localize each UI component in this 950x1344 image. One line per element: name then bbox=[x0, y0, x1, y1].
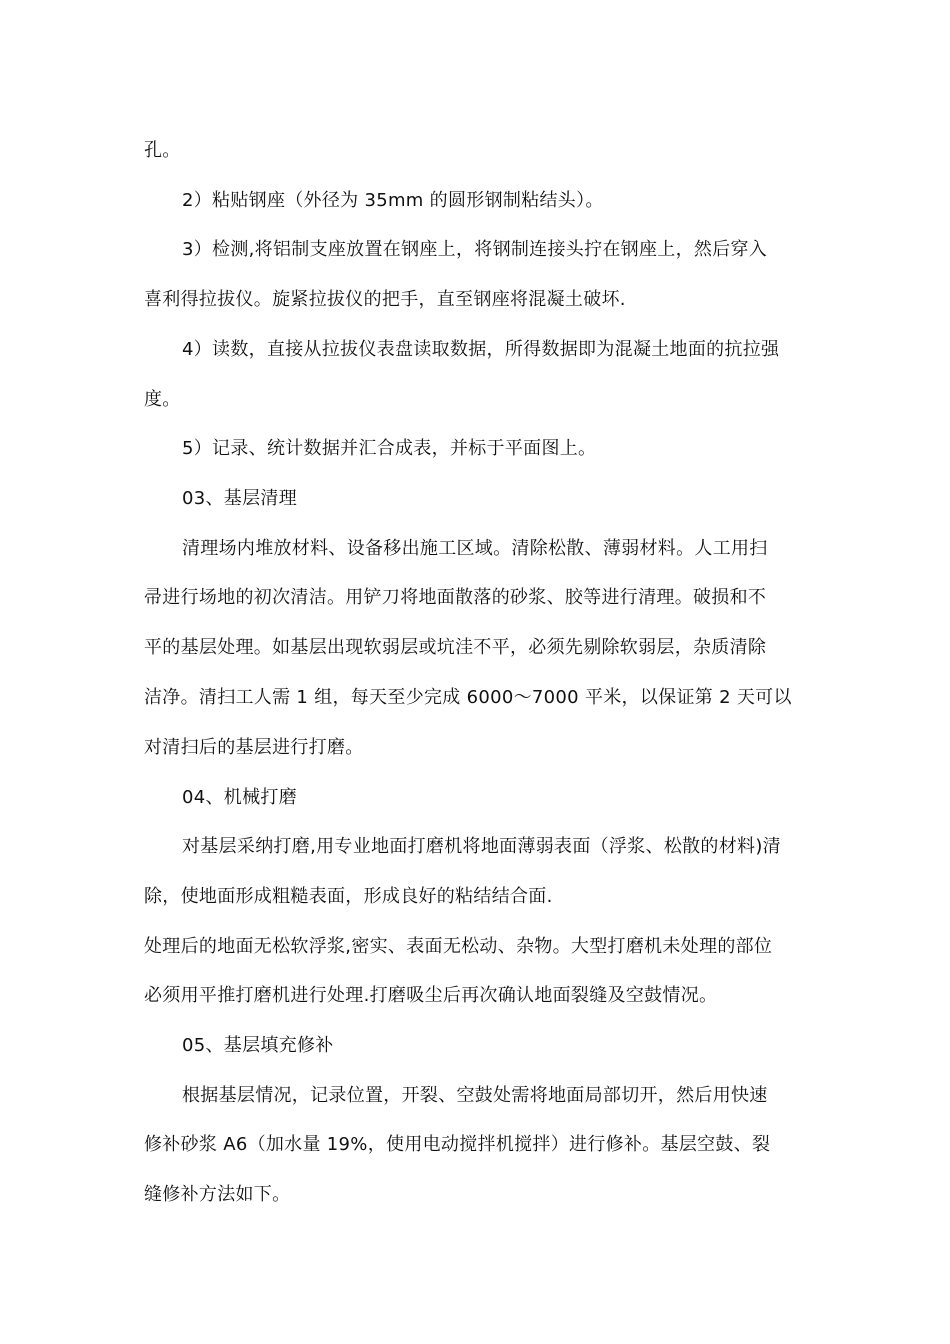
text-line: 除，使地面形成粗糙表面，形成良好的粘结结合面. bbox=[144, 886, 553, 907]
text-line: 孔。 bbox=[144, 140, 181, 161]
section-heading: 04、机械打磨 bbox=[182, 787, 298, 808]
text-line: 度。 bbox=[144, 389, 181, 410]
text-line: 根据基层情况，记录位置，开裂、空鼓处需将地面局部切开，然后用快速 bbox=[182, 1085, 768, 1106]
text-line: 3）检测,将铝制支座放置在钢座上，将钢制连接头拧在钢座上，然后穿入 bbox=[182, 239, 768, 260]
section-heading: 05、基层填充修补 bbox=[182, 1035, 334, 1056]
text-line: 对基层采纳打磨,用专业地面打磨机将地面薄弱表面（浮浆、松散的材料)清 bbox=[182, 836, 781, 857]
text-line: 平的基层处理。如基层出现软弱层或坑洼不平，必须先剔除软弱层，杂质清除 bbox=[144, 637, 767, 658]
text-line: 喜利得拉拔仪。旋紧拉拔仪的把手，直至钢座将混凝土破坏. bbox=[144, 289, 626, 310]
text-line: 清理场内堆放材料、设备移出施工区域。清除松散、薄弱材料。人工用扫 bbox=[182, 538, 768, 559]
text-line: 洁净。清扫工人需 1 组，每天至少完成 6000～7000 平米，以保证第 2 天可以 bbox=[144, 687, 792, 708]
text-line: 修补砂浆 A6（加水量 19%，使用电动搅拌机搅拌）进行修补。基层空鼓、裂 bbox=[144, 1134, 771, 1155]
text-line: 对清扫后的基层进行打磨。 bbox=[144, 737, 364, 758]
text-line: 缝修补方法如下。 bbox=[144, 1184, 291, 1205]
text-line: 4）读数，直接从拉拔仪表盘读取数据，所得数据即为混凝土地面的抗拉强 bbox=[182, 339, 780, 360]
text-line: 2）粘贴钢座（外径为 35mm 的圆形钢制粘结头）。 bbox=[182, 190, 604, 211]
text-line: 5）记录、统计数据并汇合成表，并标于平面图上。 bbox=[182, 438, 597, 459]
section-heading: 03、基层清理 bbox=[182, 488, 298, 509]
text-line: 帚进行场地的初次清洁。用铲刀将地面散落的砂浆、胶等进行清理。破损和不 bbox=[144, 587, 767, 608]
text-line: 必须用平推打磨机进行处理.打磨吸尘后再次确认地面裂缝及空鼓情况。 bbox=[144, 985, 718, 1006]
text-line: 处理后的地面无松软浮浆,密实、表面无松动、杂物。大型打磨机未处理的部位 bbox=[144, 936, 773, 957]
